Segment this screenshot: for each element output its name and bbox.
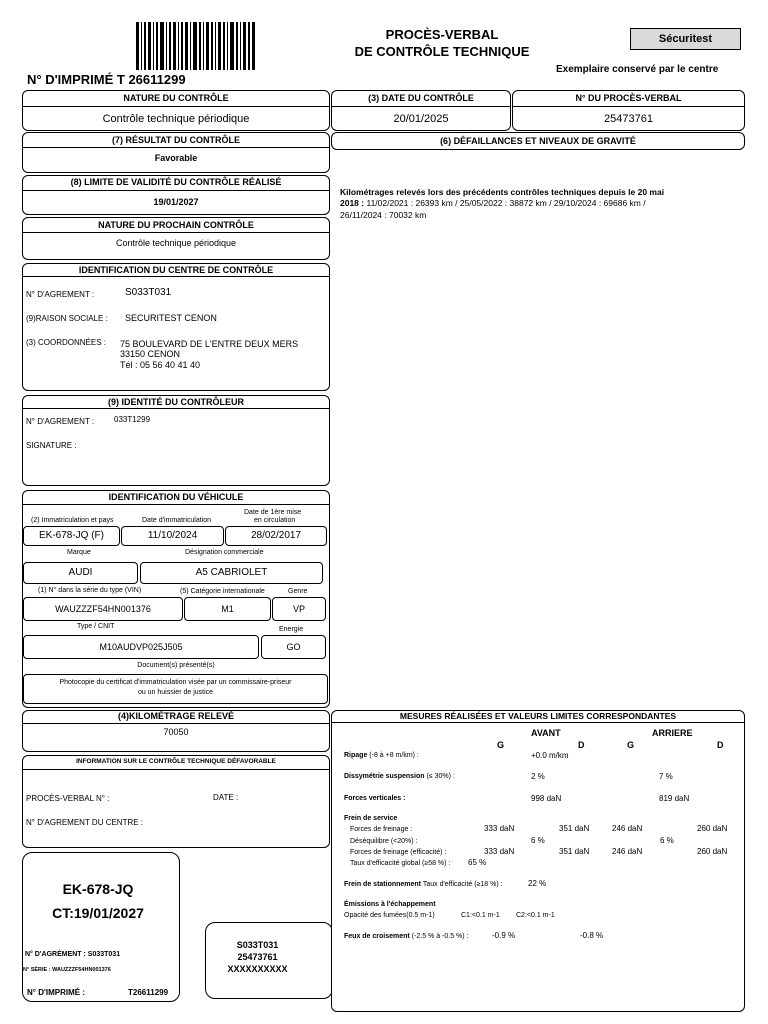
mesures-avant-d: D xyxy=(578,740,585,750)
controleur-agrement-label: N° D'AGREMENT : xyxy=(26,417,95,426)
prochain-controle-label: NATURE DU PROCHAIN CONTRÔLE xyxy=(98,220,254,230)
centre-agrement-label: N° D'AGREMENT : xyxy=(26,290,95,299)
barcode xyxy=(136,22,256,70)
brand-box: Sécuritest xyxy=(630,28,741,50)
centre-coord-line1: 75 BOULEVARD DE L'ENTRE DEUX MERS xyxy=(120,339,299,349)
centre-box xyxy=(22,263,330,391)
taux-efficacite-value: 65 % xyxy=(468,858,487,867)
vin-value: WAUZZZF54HN001376 xyxy=(23,597,183,621)
marque-label: Marque xyxy=(67,549,91,556)
efficacite-label: Forces de freinage (efficacité) : xyxy=(350,849,447,856)
tampon-line3: XXXXXXXXXX xyxy=(227,964,288,974)
ripage-label: Ripage xyxy=(344,752,368,759)
vignette-imprime-label: N° D'IMPRIMÉ : xyxy=(27,988,85,997)
centre-coord-line3: Tél : 05 56 40 41 40 xyxy=(120,360,201,370)
documents-line1: Photocopie du certificat d'immatriculation visée par un commissaire-priseur xyxy=(59,679,292,686)
defavorable-date-label: DATE : xyxy=(213,793,239,802)
mesures-arriere-d: D xyxy=(717,740,724,750)
eff-ar-g: 246 daN xyxy=(612,847,643,856)
fs-ar-d: 260 daN xyxy=(697,824,728,833)
date-immat-label: Date d'immatriculation xyxy=(142,517,212,524)
tampon-line1: S033T031 xyxy=(236,940,279,950)
date-controle-value: 20/01/2025 xyxy=(393,113,449,125)
kilometrages-line3: 26/11/2024 : 70032 km xyxy=(340,210,427,220)
genre-label: Genre xyxy=(288,588,308,595)
resultat-label: (7) RÉSULTAT DU CONTRÔLE xyxy=(112,135,240,145)
kilometrage-title: (4)KILOMÉTRAGE RELEVÉ xyxy=(117,711,234,721)
stationnement-limits: Taux d'efficacité (≥18 %) : xyxy=(421,881,503,888)
categorie-label: (5) Catégorie internationale xyxy=(180,588,265,595)
desequilibre-arriere: 6 % xyxy=(660,836,674,845)
feux-limits: (-2.5 % à -0.5 %) : xyxy=(409,933,469,940)
documents-line2: ou un huissier de justice xyxy=(137,689,214,696)
kilometrage-value: 70050 xyxy=(163,727,189,737)
forces-verticales-arriere: 819 daN xyxy=(659,794,690,803)
fs-av-g: 333 daN xyxy=(484,824,515,833)
type-value: M10AUDVP025J505 xyxy=(23,635,259,659)
energie-value: GO xyxy=(261,635,326,659)
centre-agrement-value: S033T031 xyxy=(125,287,172,298)
feux-g: -0.9 % xyxy=(492,931,516,940)
nature-controle-label: NATURE DU CONTRÔLE xyxy=(123,93,229,103)
documents-label: Document(s) présenté(s) xyxy=(137,662,215,669)
controleur-agrement-value: 033T1299 xyxy=(114,415,151,424)
defaillances-label: (6) DÉFAILLANCES ET NIVEAUX DE GRAVITÉ xyxy=(440,136,636,146)
centre-raison-value: SECURITEST CENON xyxy=(125,313,217,323)
tampon-line2: 25473761 xyxy=(237,952,278,962)
defavorable-pv-label: PROCÈS-VERBAL N° : xyxy=(26,794,110,803)
centre-coord-label: (3) COORDONNÉES : xyxy=(26,338,107,347)
date-circ-label2: en circulation xyxy=(254,517,296,524)
title-line2: DE CONTRÔLE TECHNIQUE xyxy=(354,44,530,59)
ripage-value: +0.0 m/km xyxy=(531,751,569,760)
vignette-agrement: N° D'AGRÉMENT : S033T031 xyxy=(25,951,121,958)
marque-value: AUDI xyxy=(23,562,138,584)
controleur-title: (9) IDENTITÉ DU CONTRÔLEUR xyxy=(108,397,244,407)
mesures-arriere-g: G xyxy=(627,740,635,750)
immat-value: EK-678-JQ (F) xyxy=(23,526,120,546)
mesures-avant: AVANT xyxy=(531,728,561,738)
vignette-imprime-value: T26611299 xyxy=(128,988,169,997)
vehicule-title: IDENTIFICATION DU VÉHICULE xyxy=(108,492,244,502)
nature-controle-value: Contrôle technique périodique xyxy=(102,113,250,125)
immat-label: (2) Immatriculation et pays xyxy=(31,517,114,524)
genre-value: VP xyxy=(272,597,326,621)
feux-d: -0.8 % xyxy=(580,931,604,940)
mesures-arriere: ARRIERE xyxy=(652,728,693,738)
forces-verticales-label: Forces verticales : xyxy=(344,795,406,802)
date-immat-value: 11/10/2024 xyxy=(121,526,224,546)
kilometrages-line1: Kilométrages relevés lors des précédents contrôles techniques depuis le 20 mai xyxy=(340,187,665,197)
limite-validite-value: 19/01/2027 xyxy=(153,197,199,207)
title-line1: PROCÈS-VERBAL xyxy=(385,27,499,42)
fs-freinage-label: Forces de freinage : xyxy=(350,826,413,833)
vignette-serie: N° SÉRIE : WAUZZZF54HN001376 xyxy=(23,967,111,973)
kilometrages-line2 xyxy=(340,199,646,208)
emissions-label: Émissions à l'échappement xyxy=(344,901,436,908)
feux-row xyxy=(344,933,469,940)
defavorable-agrement-label: N° D'AGREMENT DU CENTRE : xyxy=(26,818,144,827)
designation-value: A5 CABRIOLET xyxy=(140,562,323,584)
imprime-number: N° D'IMPRIMÉ T 26611299 xyxy=(27,72,186,87)
centre-title: IDENTIFICATION DU CENTRE DE CONTRÔLE xyxy=(78,265,274,275)
centre-raison-label: (9)RAISON SOCIALE : xyxy=(26,314,108,323)
stationnement-row xyxy=(344,881,503,888)
dissymetrie-row xyxy=(344,773,455,780)
kilometrages-line2-rest: 11/02/2021 : 26393 km / 25/05/2022 : 38872 km / 29/10/2024 : 69686 km / xyxy=(364,198,646,208)
opacite-c2: C2:<0.1 m-1 xyxy=(516,912,555,919)
vignette-ct: CT:19/01/2027 xyxy=(52,905,144,921)
eff-ar-d: 260 daN xyxy=(697,847,728,856)
taux-efficacite-label: Taux d'efficacité global (≥58 %) : xyxy=(350,860,451,867)
categorie-value: M1 xyxy=(184,597,271,621)
mesures-title: MESURES RÉALISÉES ET VALEURS LIMITES CORRESPONDANTES xyxy=(399,711,677,721)
desequilibre-avant: 6 % xyxy=(531,836,545,845)
dissymetrie-avant: 2 % xyxy=(531,772,545,781)
fs-av-d: 351 daN xyxy=(559,824,590,833)
eff-av-g: 333 daN xyxy=(484,847,515,856)
date-controle-label: (3) DATE DU CONTRÔLE xyxy=(368,93,474,103)
vin-label: (1) N° dans la série du type (VIN) xyxy=(38,587,142,594)
frein-service-label: Frein de service xyxy=(344,815,398,822)
defavorable-title: INFORMATION SUR LE CONTRÔLE TECHNIQUE DÉFAVORABLE xyxy=(76,758,276,765)
pv-number-label: N° DU PROCÈS-VERBAL xyxy=(575,93,682,103)
limite-validite-label: (8) LIMITE DE VALIDITÉ DU CONTRÔLE RÉALISÉ xyxy=(70,177,282,187)
opacite-label: Opacité des fumées(0.5 m-1) xyxy=(344,912,435,919)
stationnement-value: 22 % xyxy=(528,879,547,888)
prochain-controle-value: Contrôle technique périodique xyxy=(115,238,237,248)
eff-av-d: 351 daN xyxy=(559,847,590,856)
desequilibre-label: Déséquilibre (<20%) : xyxy=(350,838,418,845)
designation-label: Désignation commerciale xyxy=(185,549,264,556)
exemplaire-note: Exemplaire conservé par le centre xyxy=(556,64,719,75)
dissymetrie-label: Dissymétrie suspension xyxy=(344,773,425,780)
dissymetrie-arriere: 7 % xyxy=(659,772,673,781)
stationnement-label: Frein de stationnement xyxy=(344,881,422,888)
opacite-c1: C1:<0.1 m-1 xyxy=(461,912,500,919)
mesures-avant-g: G xyxy=(497,740,505,750)
energie-label: Energie xyxy=(279,626,304,633)
forces-verticales-avant: 998 daN xyxy=(531,794,562,803)
pv-number-value: 25473761 xyxy=(604,113,653,125)
dissymetrie-limits: (≤ 30%) : xyxy=(424,773,455,780)
feux-label: Feux de croisement xyxy=(344,933,410,940)
kilometrages-line2-bold: 2018 : xyxy=(340,198,365,208)
ripage-limits: (-8 à +8 m/km) : xyxy=(367,752,419,759)
resultat-value: Favorable xyxy=(154,153,198,163)
ripage-row xyxy=(344,752,419,759)
date-circ-label1: Date de 1ère mise xyxy=(244,509,302,516)
controleur-signature-label: SIGNATURE : xyxy=(26,441,77,450)
date-circ-value: 28/02/2017 xyxy=(225,526,327,546)
fs-ar-g: 246 daN xyxy=(612,824,643,833)
centre-coord-line2: 33150 CENON xyxy=(120,349,181,359)
type-label: Type / CNIT xyxy=(77,623,115,630)
vignette-box xyxy=(22,852,180,1002)
vignette-immat: EK-678-JQ xyxy=(62,881,134,897)
